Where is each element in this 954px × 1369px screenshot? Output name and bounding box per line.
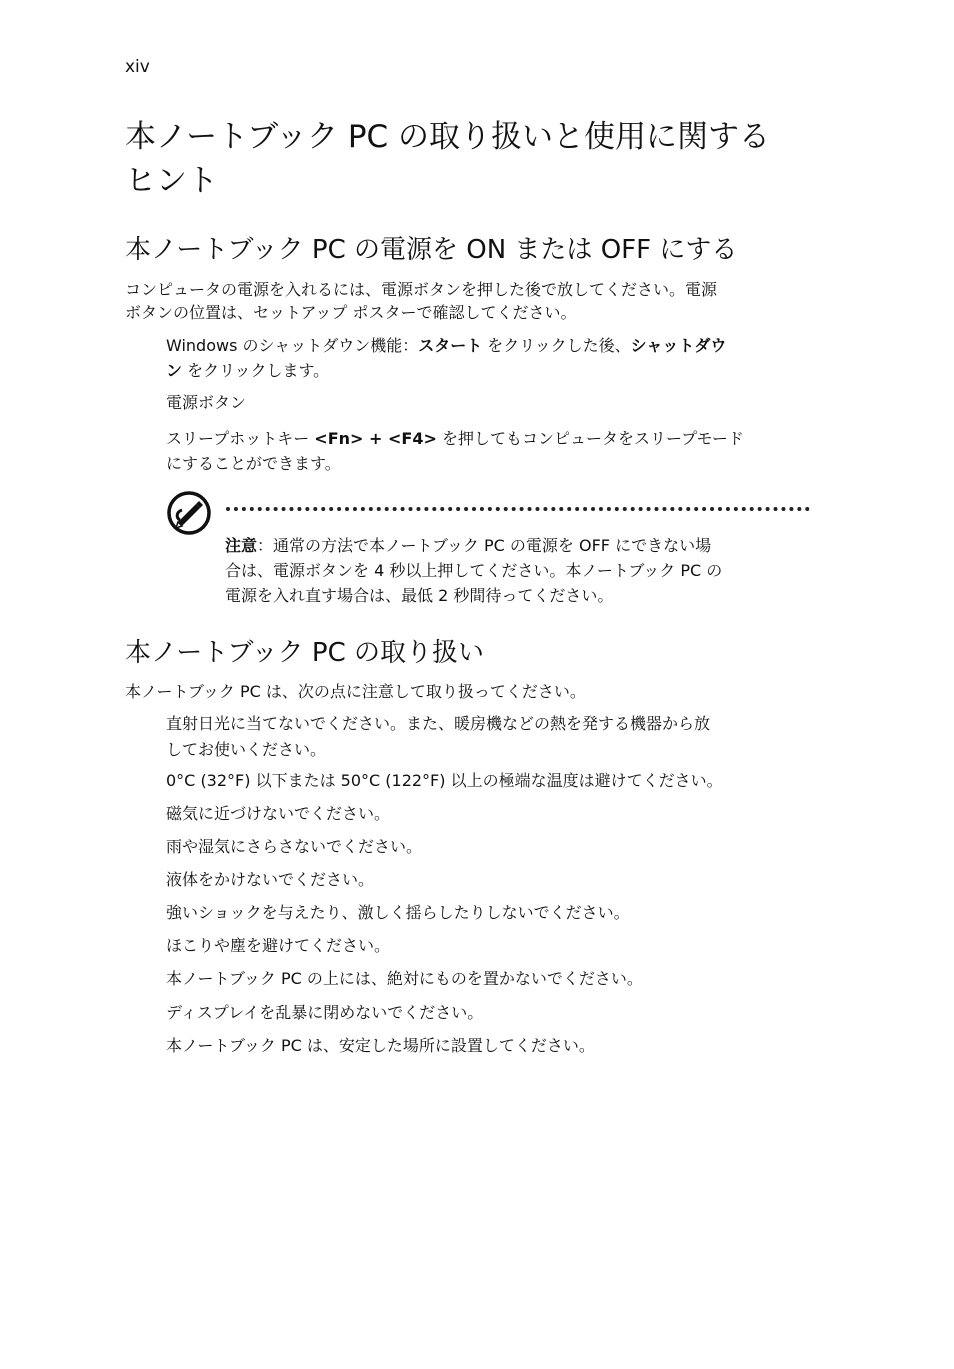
note-pen-icon	[166, 490, 212, 536]
sleep-hotkey-text: スリープホットキー	[166, 429, 315, 448]
care-item3: 磁気に近づけないでください。	[166, 804, 391, 823]
care-item2: 0°C (32°F) 以下または 50°C (122°F) 以上の極端な温度は避けてください。	[166, 771, 723, 790]
page-number: xiv	[125, 57, 150, 77]
care-item8: 本ノートブック PC の上には、絶対にものを置かないでください。	[166, 969, 643, 988]
windows-shutdown-end: をクリックします。	[182, 361, 330, 380]
windows-shutdown-mid: をクリックした後、	[482, 336, 631, 355]
sleep-hotkey-line1	[166, 427, 744, 451]
note-line3: 電源を入れ直す場合は、最低 2 秒間待ってください。	[225, 586, 614, 605]
note-line2: 合は、電源ボタンを 4 秒以上押してください。本ノートブック PC の	[225, 561, 723, 580]
note-line1	[225, 534, 711, 558]
start-label: スタート	[418, 336, 483, 355]
windows-shutdown-text: Windows のシャットダウン機能：	[166, 336, 419, 355]
care-item10: 本ノートブック PC は、安定した場所に設置してください。	[166, 1036, 595, 1055]
shutdown-label-part2: ン	[166, 361, 183, 380]
sleep-hotkey-line2: にすることができます。	[166, 454, 341, 473]
sleep-hotkey-keys: <Fn> + <F4>	[314, 429, 437, 448]
shutdown-label-part1: シャットダウ	[630, 336, 727, 355]
section-heading-power: 本ノートブック PC の電源を ON または OFF にする	[125, 235, 738, 265]
care-item1-line2: してお使いください。	[166, 740, 327, 759]
care-item5: 液体をかけないでください。	[166, 870, 375, 889]
care-item4: 雨や湿気にさらさないでください。	[166, 837, 423, 856]
care-item9: ディスプレイを乱暴に閉めないでください。	[166, 1003, 484, 1022]
note-line1-text: ：通常の方法で本ノートブック PC の電源を OFF にできない場	[257, 536, 712, 555]
care-item6: 強いショックを与えたり、激しく揺らしたりしないでください。	[166, 903, 630, 922]
care-item1-line1: 直射日光に当てないでください。また、暖房機などの熱を発する機器から放	[166, 714, 711, 733]
page-title-line2: ヒント	[125, 163, 218, 199]
power-intro-line2: ボタンの位置は、セットアップ ポスターで確認してください。	[125, 303, 577, 322]
power-intro-line1: コンピュータの電源を入れるには、電源ボタンを押した後で放してください。電源	[125, 280, 718, 299]
windows-shutdown-line1	[166, 334, 726, 358]
windows-shutdown-line2	[166, 359, 329, 383]
note-label: 注意	[225, 536, 258, 555]
page-title-line1: 本ノートブック PC の取り扱いと使用に関する	[125, 119, 771, 155]
sleep-hotkey-post: を押してもコンピュータをスリープモード	[436, 429, 744, 448]
power-button-item: 電源ボタン	[166, 393, 247, 412]
note-separator	[226, 507, 810, 511]
care-item7: ほこりや塵を避けてください。	[166, 936, 391, 955]
care-intro: 本ノートブック PC は、次の点に注意して取り扱ってください。	[125, 682, 586, 701]
section-heading-care: 本ノートブック PC の取り扱い	[125, 638, 484, 668]
